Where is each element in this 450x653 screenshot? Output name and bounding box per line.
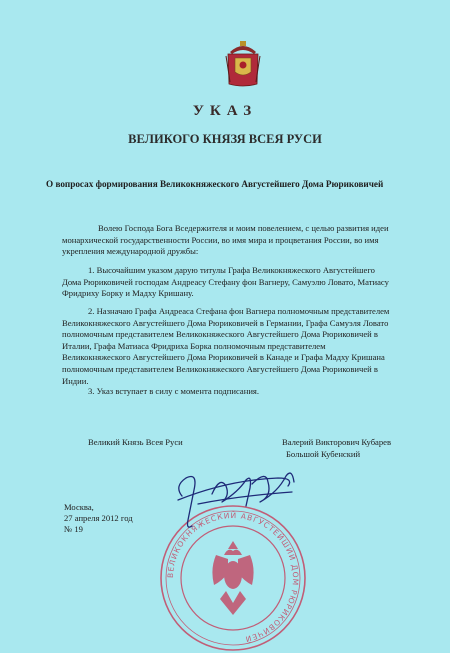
paragraph-line: Великокняжеского Августейшего Дома Рюриковичей в Германии, Графа Самуэля Ловато <box>62 317 389 328</box>
paragraph-line: Дома Рюриковичей господам Андреасу Стефану фон Вагнеру, Самуэлю Ловато, Матиасу <box>62 276 389 287</box>
paragraph-line: Фридриху Борку и Мадху Кришану. <box>62 288 194 299</box>
place: Москва, <box>64 502 94 512</box>
coat-of-arms-icon <box>224 38 262 88</box>
paragraph-line: монархической государственности России, во имя мира и процветания России, во имя <box>62 234 379 245</box>
paragraph-item-2 <box>62 306 410 387</box>
paragraph-line: полномочным представителем Великокняжеского Августейшего Дома Рюриковичей в <box>62 363 378 374</box>
decree-heading: О вопросах формирования Великокняжеского Августейшего Дома Рюриковичей <box>46 179 384 189</box>
paragraph-item-3 <box>62 386 410 398</box>
paragraph-line: полномочным представителем Великокняжеского Августейшего Дома Рюриковичей в <box>62 329 378 340</box>
paragraph-line: 1. Высочайшим указом дарую титулы Графа Великокняжеского Августейшего <box>88 265 375 275</box>
signature-icon <box>168 456 318 536</box>
page-subtitle: ВЕЛИКОГО КНЯЗЯ ВСЕЯ РУСИ <box>128 132 322 146</box>
paragraph-line: Италии, Графа Матиаса Фридриха Борка полномочным представителем <box>62 340 326 351</box>
paragraph-line: укрепления международной дружбы: <box>62 246 199 257</box>
decree-number: № 19 <box>64 524 83 534</box>
paragraph-line: 2. Назначаю Графа Андреаса Стефана фон Вагнера полномочным представителем <box>88 306 390 316</box>
signer-name: Валерий Викторович Кубарев <box>282 437 392 447</box>
date: 27 апреля 2012 год <box>64 513 133 523</box>
paragraph-preamble <box>62 223 410 258</box>
place-date-block <box>64 502 133 535</box>
page-title: УКАЗ <box>192 103 258 119</box>
paragraph-line: 3. Указ вступает в силу с момента подписания. <box>88 386 260 396</box>
seal-lettering: ВЕЛИКОКНЯЖЕСКИЙ АВГУСТЕЙШИЙ ДОМ РЮРИКОВИЧЕЙ <box>165 510 301 644</box>
paragraph-line: Индии. <box>62 375 89 386</box>
signer-title-left: Великий Князь Всея Руси <box>88 437 183 447</box>
paragraph-line: Великокняжеского Августейшего Дома Рюриковичей в Канаде и Графа Мадху Кришана <box>62 352 385 363</box>
signer-title: Большой Кубенский <box>286 448 361 459</box>
paragraph-line: Волею Господа Бога Вседержителя и моим повелением, с целью развития идеи <box>98 223 389 233</box>
paragraph-item-1 <box>62 265 410 300</box>
